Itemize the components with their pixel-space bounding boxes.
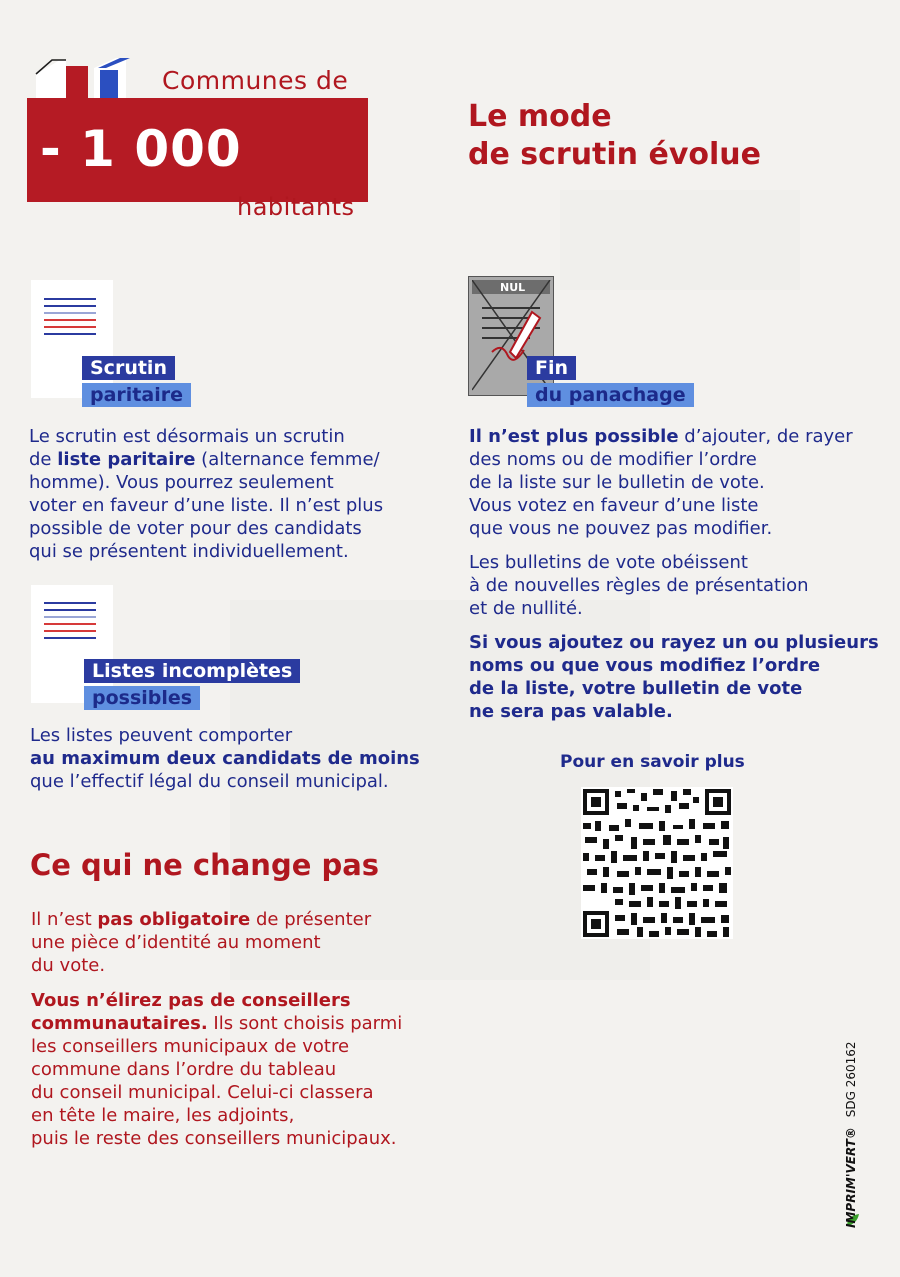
text-line: et de nullité. <box>469 598 583 619</box>
title-line-1: Le mode <box>468 99 612 134</box>
listes-text <box>30 724 420 793</box>
text-line: homme). Vous pourrez seulement <box>29 472 334 493</box>
text-line: voter en faveur d’une liste. Il n’est plus <box>29 495 384 516</box>
text-line: du conseil municipal. Celui-ci classera <box>31 1082 374 1103</box>
title-line-2: de scrutin évolue <box>468 137 761 172</box>
page-title <box>468 98 761 174</box>
tag-line-1: Listes incomplètes <box>84 659 300 683</box>
flag-lines-icon <box>44 298 96 340</box>
tag-line-2: paritaire <box>82 383 191 407</box>
text-line: Il n’est plus possible d’ajouter, de rayer <box>469 426 853 447</box>
flag-lines-icon <box>44 602 96 644</box>
fin-panachage-tag <box>527 356 694 408</box>
text-line: Si vous ajoutez ou rayez un ou plusieurs <box>469 632 879 653</box>
header-population-number: - 1 000 <box>40 120 242 178</box>
text-line: ne sera pas valable. <box>469 701 673 722</box>
text-line: au maximum deux candidats de moins <box>30 748 420 769</box>
text-line: qui se présentent individuellement. <box>29 541 349 562</box>
text-line: de liste paritaire (alternance femme/ <box>29 449 380 470</box>
panachage-text <box>469 425 879 723</box>
section-title-unchanged: Ce qui ne change pas <box>30 848 380 882</box>
text-line: à de nouvelles règles de présentation <box>469 575 809 596</box>
scrutin-paritaire-text <box>29 425 383 563</box>
header-top-line: Communes de <box>162 66 349 95</box>
tag-line-1: Scrutin <box>82 356 175 380</box>
tag-line-2: du panachage <box>527 383 694 407</box>
text-line: que l’effectif légal du conseil municipal. <box>30 771 389 792</box>
text-line: Il n’est pas obligatoire de présenter <box>31 909 372 930</box>
tag-line-1: Fin <box>527 356 576 380</box>
text-line: Les listes peuvent comporter <box>30 725 293 746</box>
unchanged-text <box>31 908 402 1150</box>
text-line: Vous n’élirez pas de conseillers <box>31 990 351 1011</box>
qr-code[interactable] <box>581 787 733 939</box>
text-line: des noms ou de modifier l’ordre <box>469 449 757 470</box>
text-line: une pièce d’identité au moment <box>31 932 321 953</box>
text-line: possible de voter pour des candidats <box>29 518 362 539</box>
text-line: commune dans l’ordre du tableau <box>31 1059 337 1080</box>
imprint-text <box>844 1041 858 1228</box>
text-line: de la liste, votre bulletin de vote <box>469 678 803 699</box>
text-line: puis le reste des conseillers municipaux. <box>31 1128 397 1149</box>
listes-incompletes-tag <box>84 659 300 711</box>
print-code: SDG 260162 <box>844 1041 858 1118</box>
header-bottom-line: habitants <box>237 193 355 221</box>
text-line: du vote. <box>31 955 106 976</box>
text-line: de la liste sur le bulletin de vote. <box>469 472 765 493</box>
text-line: Les bulletins de vote obéissent <box>469 552 748 573</box>
text-line: communautaires. Ils sont choisis parmi <box>31 1013 403 1034</box>
imprim-vert-label: IMPRIM'VERT® <box>844 1127 858 1228</box>
tag-line-2: possibles <box>84 686 200 710</box>
text-line: Le scrutin est désormais un scrutin <box>29 426 345 447</box>
savoir-plus-link[interactable]: Pour en savoir plus <box>560 752 745 772</box>
text-line: que vous ne pouvez pas modifier. <box>469 518 773 539</box>
text-line: noms ou que vous modifiez l’ordre <box>469 655 821 676</box>
text-line: en tête le maire, les adjoints, <box>31 1105 295 1126</box>
text-line: les conseillers municipaux de votre <box>31 1036 350 1057</box>
scrutin-paritaire-tag <box>82 356 191 408</box>
text-line: Vous votez en faveur d’une liste <box>469 495 759 516</box>
ballot-label: NUL <box>500 281 526 294</box>
